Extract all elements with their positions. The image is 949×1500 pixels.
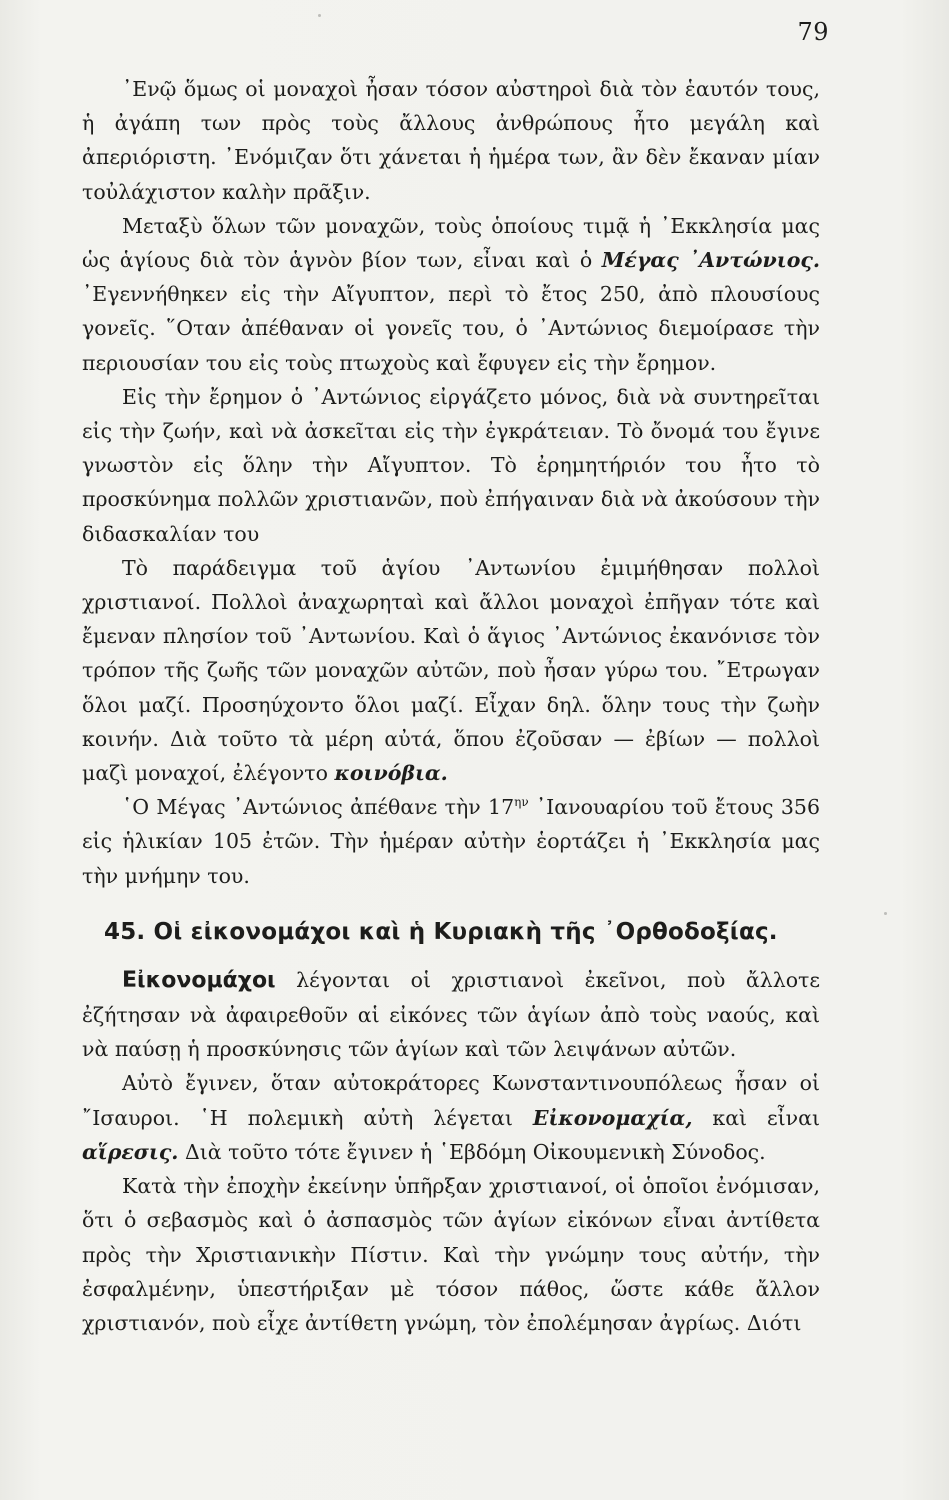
paragraph-antonios-death-text-2: ᾿Ιανουαρίου τοῦ ἔτους 356 εἰς ἡλικίαν 105 ἐτῶν. Τὴν ἡμέραν αὐτὴν ἑορτάζει ἡ ᾿Εκκλησία μας τὴν μνήμην του. — [82, 795, 820, 888]
ordinal-superscript: ην — [514, 795, 529, 810]
paragraph-koinobia — [82, 551, 820, 790]
paragraph-antonios-birth-text-2: ᾿Εγεννήθηκεν εἰς τὴν Αἴγυπτον, περὶ τὸ ἔτος 250, ἀπὸ πλουσίους γονεῖς. ῞Οταν ἀπέθαναν οἱ γονεῖς του, ὁ ᾿Αντώνιος διεμοίρασε τὴν περιουσίαν του εἰς τοὺς πτωχοὺς καὶ ἔφυγεν εἰς τὴν ἔρημον. — [82, 282, 820, 375]
paragraph-isaurians — [82, 1066, 820, 1169]
paper-speck — [318, 14, 321, 17]
koinobia-emphasis: κοινόβια. — [334, 761, 448, 786]
page-number: 79 — [797, 18, 829, 46]
paragraph-desert-life: Εἰς τὴν ἔρημον ὁ ᾿Αντώνιος εἰργάζετο μόνος, διὰ νὰ συντηρεῖται εἰς τὴν ζωήν, καὶ νὰ ἀσκεῖται εἰς τὴν ἐγκράτειαν. Τὸ ὄνομά του ἔγινε γνωστὸν εἰς ὅλην τὴν Αἴγυπτον. Τὸ ἐρημητήριόν του ἦτο τὸ προσκύνημα πολλῶν χριστιανῶν, ποὺ ἐπήγαιναν διὰ νὰ ἀκούσουν τὴν διδασκαλίαν του — [82, 384, 820, 546]
paragraph-iconoclasts-definition — [82, 963, 820, 1067]
paragraph-monks-love: ᾿Ενῷ ὅμως οἱ μοναχοὶ ἦσαν τόσον αὐστηροὶ διὰ τὸν ἑαυτόν τους, ἡ ἀγάπη των πρὸς τοὺς ἄλλους ἀνθρώπους ἦτο μεγάλη καὶ ἀπεριόριστη. ᾿Ενόμιζαν ὅτι χάνεται ἡ ἡμέρα των, ἂν δὲν ἔκαναν μίαν τοὐλάχιστον καλὴν πρᾶξιν. — [82, 77, 820, 204]
paper-speck — [884, 912, 887, 915]
paragraph-antonios-birth-text-1: Μεταξὺ ὅλων τῶν μοναχῶν, τοὺς ὁποίους τιμᾷ ἡ ᾿Εκκλησία μας ὡς ἁγίους διὰ τὸν ἁγνὸν βίον των, εἶναι καὶ ὁ — [82, 213, 820, 273]
paragraph-isaurians-text-1: Αὐτὸ ἔγινεν, ὅταν αὐτοκράτορες Κωνσταντινουπόλεως ἦσαν οἱ ῎Ισαυροι. ῾Η πολεμικὴ αὐτὴ λέγεται — [82, 1071, 820, 1130]
paragraph-koinobia-text: Τὸ παράδειγμα τοῦ ἁγίου ᾿Αντωνίου ἐμιμήθησαν πολλοὶ χριστιανοί. Πολλοὶ ἀναχωρηταὶ καὶ ἄλλοι μοναχοὶ ἐπῆγαν τότε καὶ ἔμεναν πλησίον τοῦ ᾿Αντωνίου. Καὶ ὁ ἅγιος ᾿Αντώνιος ἐκανόνισε τὸν τρόπον τῆς ζωῆς τῶν μοναχῶν αὐτῶν, ποὺ ἦσαν γύρω του. ῎Ετρωγαν ὅλοι μαζί. Προσηύχοντο ὅλοι μαζί. Εἶχαν δηλ. ὅλην τους τὴν ζωὴν κοινήν. Διὰ τοῦτο τὰ μέρη αὐτά, ὅπου ἐζοῦσαν — ἐβίων — πολλοὶ μαζὶ μοναχοί, ἐλέγοντο — [82, 555, 820, 786]
paragraph-iconoclasts-definition-text: λέγονται οἱ χριστιανοὶ ἐκεῖνοι, ποὺ ἄλλοτε ἐζήτησαν νὰ ἀφαιρεθοῦν αἱ εἰκόνες τῶν ἁγίων ἀπὸ τοὺς ναούς, καὶ νὰ παύσῃ ἡ προσκύνησις τῶν ἁγίων καὶ τῶν λειψάνων αὐτῶν. — [82, 967, 820, 1062]
iconomachia-emphasis: Εἰκονομαχία, — [532, 1105, 693, 1130]
antonios-name-emphasis: Μέγας ᾿Αντώνιος. — [601, 248, 820, 273]
paragraph-isaurians-text-2: καὶ εἶναι — [692, 1105, 820, 1130]
paragraph-isaurians-text-3: Διὰ τοῦτο τότε ἔγινεν ἡ ῾Εβδόμη Οἰκουμενικὴ Σύνοδος. — [178, 1139, 766, 1164]
iconoclasts-term: Εἰκονομάχοι — [122, 967, 276, 993]
page-body — [82, 72, 820, 1340]
paragraph-iconoclast-belief: Κατὰ τὴν ἐποχὴν ἐκείνην ὑπῆρξαν χριστιανοί, οἱ ὁποῖοι ἐνόμισαν, ὅτι ὁ σεβασμὸς καὶ ὁ ἀσπασμὸς τῶν ἁγίων εἰκόνων εἶναι ἀντίθετα πρὸς τὴν Χριστιανικὴν Πίστιν. Καὶ τὴν γνώμην τους αὐτήν, τὴν ἐσφαλμένην, ὑπεστήριξαν μὲ τόσον πάθος, ὥστε κάθε ἄλλον χριστιανόν, ποὺ εἶχε ἀντίθετη γνώμη, τὸν ἐπολέμησαν ἀγρίως. Διότι — [82, 1174, 820, 1335]
heresy-emphasis: αἵρεσις. — [82, 1139, 179, 1164]
paragraph-antonios-birth — [82, 209, 820, 380]
paragraph-antonios-death — [82, 790, 820, 893]
paragraph-antonios-death-text-1: ῾Ο Μέγας ᾿Αντώνιος ἀπέθανε τὴν 17 — [122, 795, 515, 820]
section-heading: 45. Οἱ εἰκονομάχοι καὶ ἡ Κυριακὴ τῆς ᾿Ορθοδοξίας. — [104, 918, 778, 945]
